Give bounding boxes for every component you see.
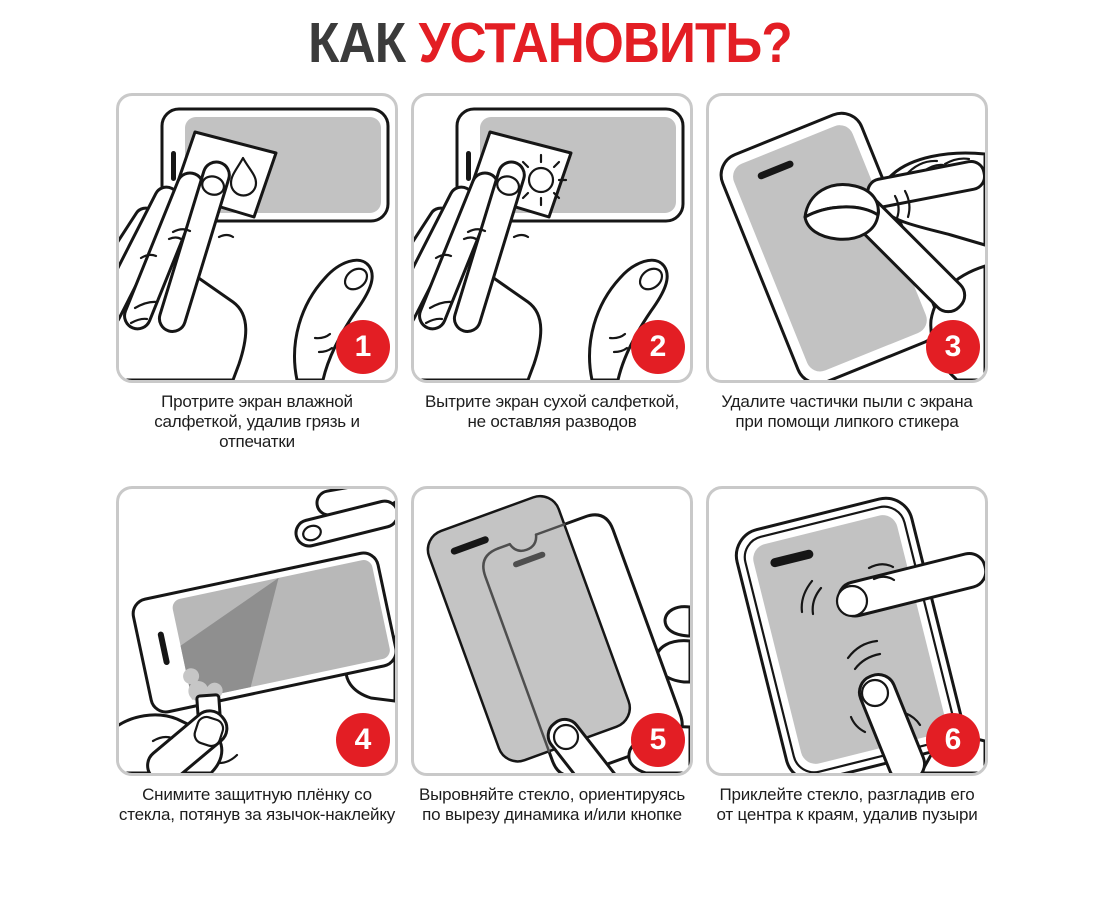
caption-line: не оставляя разводов <box>467 412 637 431</box>
step-5-panel <box>411 486 693 776</box>
step-1-panel <box>116 93 398 383</box>
sticky-sticker-graphic <box>805 185 878 240</box>
step-number-badge: 6 <box>926 713 980 767</box>
caption-line: Снимите защитную плёнку со <box>142 785 372 804</box>
caption-line: от центра к краям, удалив пузыри <box>716 805 978 824</box>
caption-line: Удалите частички пыли с экрана <box>721 392 973 411</box>
steps-grid <box>116 93 988 825</box>
step-4 <box>116 486 398 825</box>
step-number-badge: 5 <box>631 713 685 767</box>
step-number-badge: 3 <box>926 320 980 374</box>
caption-line: салфеткой, удалив грязь и отпечатки <box>154 412 360 451</box>
pulling-hand-graphic <box>119 704 237 773</box>
step-number-badge: 1 <box>336 320 390 374</box>
page-title <box>55 10 1045 76</box>
step-number-badge: 4 <box>336 713 390 767</box>
step-6 <box>706 486 988 825</box>
step-1 <box>116 93 398 452</box>
step-3 <box>706 93 988 452</box>
step-5 <box>411 486 693 825</box>
step-3-panel <box>706 93 988 383</box>
caption-line: по вырезу динамика и/или кнопке <box>422 805 682 824</box>
step-3-caption <box>706 392 988 432</box>
title-word-red: УСТАНОВИТЬ? <box>418 11 792 75</box>
step-2-panel <box>411 93 693 383</box>
step-6-panel <box>706 486 988 776</box>
step-2-caption <box>411 392 693 432</box>
step-2 <box>411 93 693 452</box>
title-word-dark: КАК <box>308 11 406 75</box>
step-4-panel <box>116 486 398 776</box>
caption-line: Приклейте стекло, разгладив его <box>719 785 975 804</box>
caption-line: Вытрите экран сухой салфеткой, <box>424 392 680 411</box>
step-number-badge: 2 <box>631 320 685 374</box>
step-5-caption <box>411 785 693 825</box>
caption-line: стекла, потянув за язычок-наклейку <box>118 805 396 824</box>
caption-line: Протрите экран влажной <box>161 392 353 411</box>
step-4-caption <box>116 785 398 825</box>
step-1-caption <box>116 392 398 452</box>
step-6-caption <box>706 785 988 825</box>
caption-line: при помощи липкого стикера <box>735 412 959 431</box>
caption-line: Выровняйте стекло, ориентируясь <box>418 785 686 804</box>
